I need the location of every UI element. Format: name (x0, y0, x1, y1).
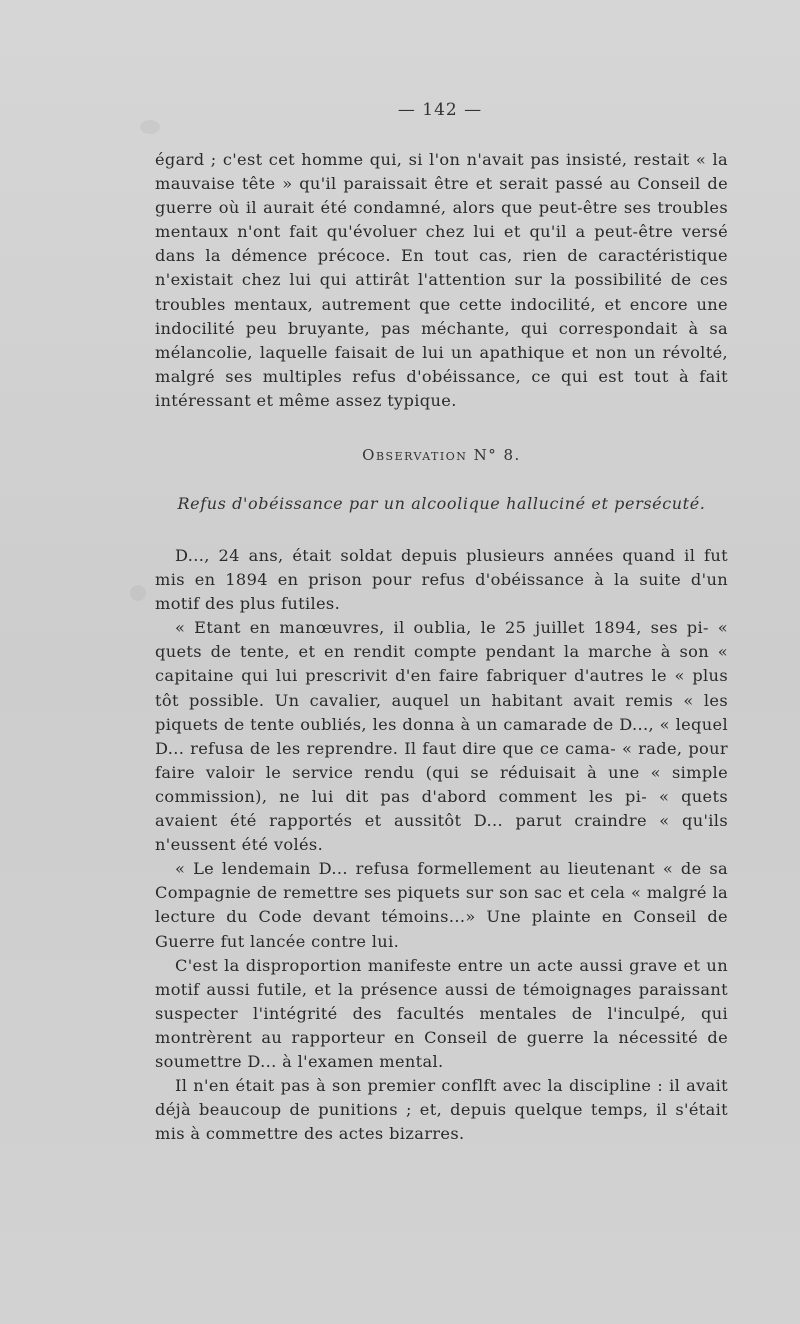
paragraph: C'est la disproportion manifeste entre un acte aussi grave et un motif aussi futile, et la présence aussi de témoignages paraissant suspecter l'intégrité des facultés mentales de l'inculpé, qui montrèrent au rapporteur en Conseil de guerre la nécessité de soumettre D... à l'examen mental. (155, 955, 728, 1071)
paper-smudge (140, 120, 160, 134)
body-text-bottom (155, 544, 728, 1146)
paragraph: Il n'en était pas à son premier conflft avec la discipline : il avait déjà beaucoup de punitions ; et, depuis quelque temps, il s'était mis à commettre des actes bizarres. (155, 1076, 728, 1144)
paragraph: D..., 24 ans, était soldat depuis plusieurs années quand il fut mis en 1894 en prison pour refus d'obéissance à la suite d'un motif des plus futiles. (155, 546, 728, 614)
quoted-paragraph: « Le lendemain D... refusa formellement au lieutenant « de sa Compagnie de remettre ses piquets sur son sac et cela « malgré la lecture du Code devant témoins...» Une plainte en Conseil de Guerre fut lancée contre lui. (155, 859, 728, 951)
body-text-top (155, 148, 728, 413)
observation-title: Observation N° 8. (362, 446, 521, 464)
quoted-paragraph: « Etant en manœuvres, il oublia, le 25 juillet 1894, ses pi- « quets de tente, et en rendit compte pendant la marche à son « capitaine qui lui prescrivit d'en faire fabriquer d'autres le « plus tôt possible. Un cavalier, auquel un habitant avait remis « les piquets de tente oubliés, les donna à un camarade de D..., « lequel D... refusa de les reprendre. Il faut dire que ce cama- « rade, pour faire valoir le service rendu (qui se réduisait à une « simple commission), ne lui dit pas d'abord comment les pi- « quets avaient été rapportés et aussitôt D... parut craindre « qu'ils n'eussent été volés. (155, 618, 728, 855)
paper-smudge (130, 585, 146, 601)
paragraph: égard ; c'est cet homme qui, si l'on n'avait pas insisté, restait « la mauvaise tête » qu'il paraissait être et serait passé au Conseil de guerre où il aurait été condamné, alors que peut-être ses troubles mentaux n'ont fait qu'évoluer chez lui et qu'il a peut-être versé dans la démence précoce. En tout cas, rien de caractéristique n'existait chez lui qui attirât l'attention sur la possibilité de ces troubles mentaux, autrement que cette indocilité, et encore une indocilité peu bruyante, pas méchante, qui correspondait à sa mélancolie, laquelle faisait de lui un apathique et non un révolté, malgré ses multiples refus d'obéissance, ce qui est tout à fait intéressant et même assez typique. (155, 150, 728, 410)
page-number: — 142 — (397, 100, 483, 120)
observation-subtitle: Refus d'obéissance par un alcoolique halluciné et persécuté. (177, 494, 706, 513)
